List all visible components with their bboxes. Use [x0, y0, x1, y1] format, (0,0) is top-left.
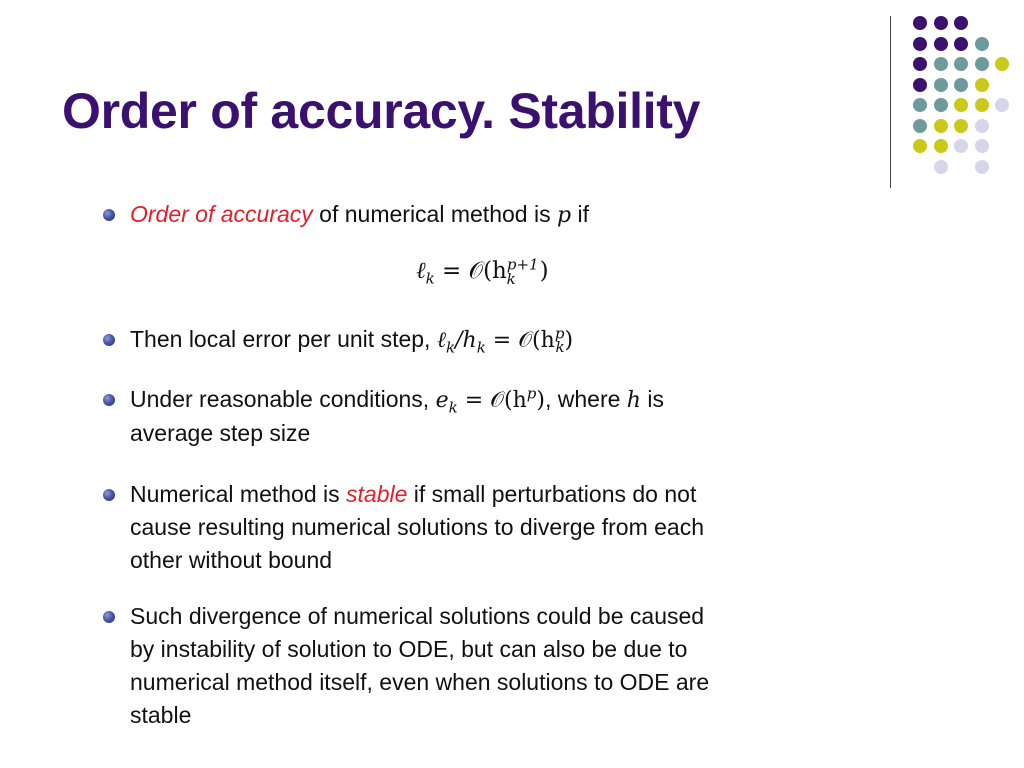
bullet-text — [130, 198, 589, 232]
decorative-dot — [913, 57, 927, 71]
text-line: numerical method itself, even when solutions to ODE are — [130, 669, 710, 695]
decorative-dot — [975, 139, 989, 153]
inline-math — [436, 324, 574, 357]
math-symbol: ℓ — [416, 258, 426, 284]
decorative-dot — [913, 119, 927, 133]
decorative-dot — [934, 78, 948, 92]
decorative-dot — [913, 16, 927, 30]
bullet-text — [130, 383, 664, 450]
bullet-text — [130, 600, 709, 732]
decorative-dot — [995, 98, 1009, 112]
decorative-dot — [934, 57, 948, 71]
math-subscript: k — [476, 338, 486, 357]
text-segment: of numerical method is — [312, 201, 557, 227]
decorative-dot — [995, 57, 1009, 71]
decorative-dot — [975, 37, 989, 51]
decorative-dot — [954, 78, 968, 92]
math-variable: h — [626, 388, 641, 413]
text-line: Such divergence of numerical solutions could be caused — [130, 603, 705, 629]
text-segment: is — [640, 386, 664, 412]
math-variable: p — [556, 203, 572, 228]
math-subscript: k — [446, 338, 456, 357]
math-subscript: k — [506, 269, 516, 288]
text-segment: Then local error per unit step, — [130, 326, 437, 352]
decorative-dot — [975, 98, 989, 112]
math-operator: = 𝒪(h — [485, 328, 555, 353]
math-subscript: k — [555, 338, 565, 357]
math-paren: ) — [536, 388, 545, 413]
bullet-marker-icon — [103, 611, 115, 623]
decorative-dot — [954, 139, 968, 153]
math-superscript: p — [554, 324, 565, 343]
decorative-dot — [913, 37, 927, 51]
decorative-dot — [934, 98, 948, 112]
math-symbol: /h — [455, 328, 477, 353]
math-operator: = 𝒪(h — [457, 388, 527, 413]
decorative-dot — [954, 37, 968, 51]
title-divider-line — [890, 16, 891, 188]
decorative-dot — [975, 119, 989, 133]
math-paren: ) — [564, 328, 574, 353]
math-subscript: k — [425, 269, 435, 288]
emphasis-term: stable — [346, 481, 408, 507]
math-symbol: ℓ — [436, 328, 446, 353]
text-segment: Numerical method is — [130, 481, 347, 507]
decorative-dot — [975, 160, 989, 174]
decorative-dot — [934, 37, 948, 51]
bullet-text — [130, 478, 704, 577]
decorative-dot — [913, 98, 927, 112]
decorative-dot — [913, 78, 927, 92]
text-line: cause resulting numerical solutions to diverge from each — [130, 514, 705, 540]
bullet-marker-icon — [103, 334, 115, 346]
decorative-dot — [954, 119, 968, 133]
decorative-dot — [934, 139, 948, 153]
display-equation — [416, 255, 549, 288]
decorative-dot — [934, 160, 948, 174]
math-superscript: p — [526, 384, 537, 403]
text-line: stable — [130, 702, 192, 728]
decorative-dot — [934, 119, 948, 133]
text-line: average step size — [130, 420, 311, 446]
bullet-marker-icon — [103, 394, 115, 406]
math-paren: ) — [539, 258, 549, 284]
math-subscript: k — [448, 398, 458, 417]
emphasis-term: Order of accuracy — [130, 201, 313, 227]
math-superscript: p+1 — [506, 255, 539, 274]
bullet-marker-icon — [103, 209, 115, 221]
text-segment: if small perturbations do not — [407, 481, 697, 507]
slide-title: Order of accuracy. Stability — [62, 83, 701, 139]
decorative-dot — [975, 78, 989, 92]
text-segment: if — [571, 201, 589, 227]
inline-math — [435, 384, 545, 417]
bullet-text — [130, 323, 573, 357]
decorative-dot — [934, 16, 948, 30]
decorative-dot — [975, 57, 989, 71]
text-line: by instability of solution to ODE, but can also be due to — [130, 636, 688, 662]
math-symbol: e — [435, 388, 449, 413]
text-segment: , where — [544, 386, 627, 412]
text-line: other without bound — [130, 547, 333, 573]
decorative-dot — [954, 98, 968, 112]
decorative-dot — [913, 139, 927, 153]
text-segment: Under reasonable conditions, — [130, 386, 436, 412]
decorative-dot — [954, 16, 968, 30]
decorative-dot — [954, 57, 968, 71]
math-operator: = 𝒪(h — [434, 258, 507, 284]
bullet-marker-icon — [103, 489, 115, 501]
